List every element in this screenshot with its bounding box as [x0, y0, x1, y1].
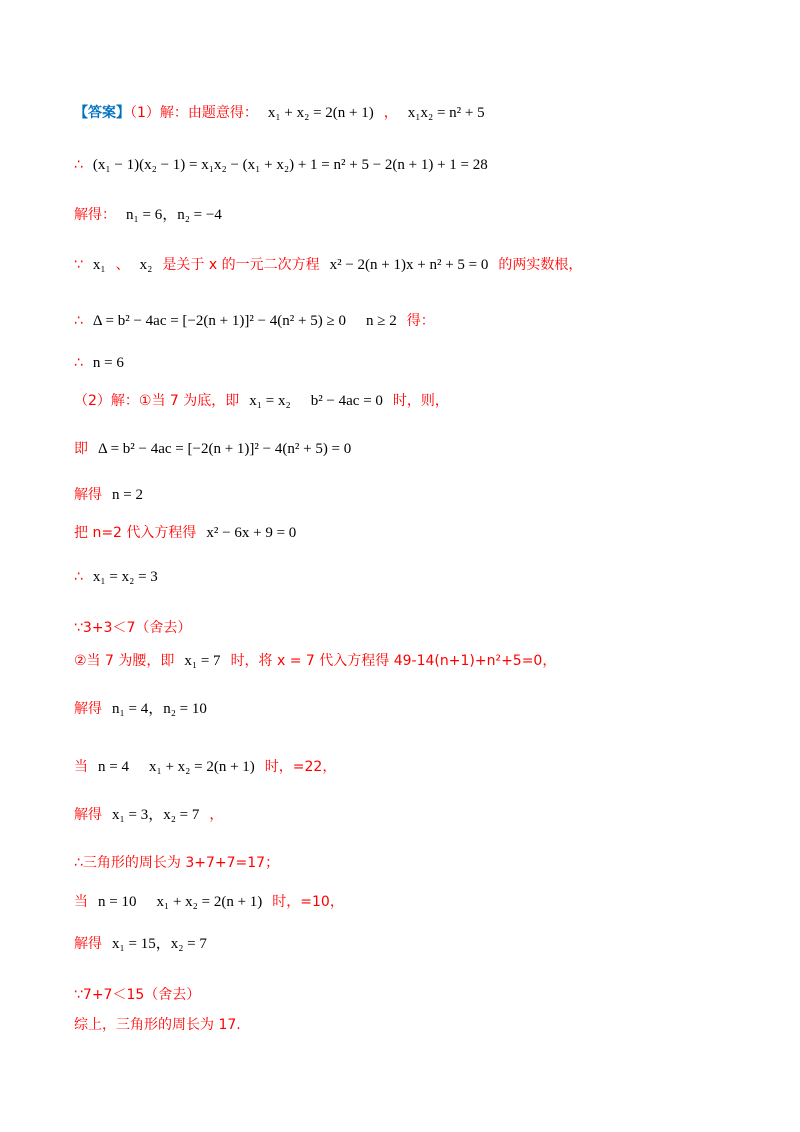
text-4: 的两实数根， [498, 257, 583, 273]
text-7: ， [434, 393, 449, 409]
text-11: ∴ [74, 569, 83, 585]
line-4 [74, 256, 582, 275]
math-expression-15: x₁ + x₂ = 2(n + 1) [148, 759, 255, 775]
math-expression-4: x₂ [139, 257, 153, 273]
math-expression-3: n₁ = 6，n₂ = −4 [126, 207, 222, 223]
math-expression-10: x² − 6x + 9 = 0 [206, 525, 297, 541]
math-expression-4: x₁ [92, 257, 106, 273]
text-15: 时， [264, 759, 293, 775]
math-expression-9: n = 2 [112, 487, 143, 503]
line-21 [74, 1016, 241, 1035]
line-1 [74, 104, 495, 123]
math-expression-6: n = 6 [92, 355, 124, 371]
math-expression-15: n = 4 [98, 759, 129, 775]
math-expression-18: n = 10 [98, 894, 137, 910]
text-1: ， [383, 105, 398, 121]
math-expression-18: x₁ + x₂ = 2(n + 1) [156, 894, 263, 910]
text-12: ∵3+3＜7（舍去） [74, 620, 192, 636]
text-15: =22， [292, 759, 337, 775]
line-12 [74, 619, 191, 638]
text-5: ∴ [74, 313, 83, 329]
line-14 [74, 700, 217, 719]
text-19: 解得 [74, 936, 102, 952]
text-13: ②当 7 为腰，即 [74, 653, 175, 669]
text-2: ∴ [74, 157, 83, 173]
text-14: 解得 [74, 701, 102, 717]
math-expression-14: n₁ = 4，n₂ = 10 [112, 701, 207, 717]
math-expression-13: x₁ = 7 [184, 653, 221, 669]
line-19 [74, 935, 217, 954]
text-17: ∴三角形的周长为 3+7+7=17； [74, 855, 280, 871]
text-6: ∴ [74, 355, 83, 371]
line-2 [74, 156, 498, 175]
text-16: 解得 [74, 807, 102, 823]
line-7 [74, 392, 449, 411]
text-9: 解得 [74, 487, 102, 503]
math-expression-7: x₁ = x₂ [249, 393, 291, 409]
answer-tag-1: 【答案】 [74, 105, 130, 121]
math-expression-19: x₁ = 15，x₂ = 7 [112, 936, 207, 952]
line-3 [74, 206, 232, 225]
text-8: 即 [74, 441, 88, 457]
line-15 [74, 758, 336, 777]
line-18 [74, 893, 344, 912]
line-17 [74, 854, 279, 873]
text-7: 时，则 [392, 393, 435, 409]
line-6 [74, 354, 134, 373]
text-1: （1）解：由题意得： [130, 105, 258, 121]
text-18: =10， [300, 894, 344, 910]
math-expression-5: n ≥ 2 [365, 313, 397, 329]
line-20 [74, 986, 200, 1005]
text-10: 把 n=2 代入方程得 [74, 525, 197, 541]
text-5: 得： [406, 313, 435, 329]
text-18: 当 [74, 894, 88, 910]
math-expression-5: Δ = b² − 4ac = [−2(n + 1)]² − 4(n² + 5) ≥ 0 [92, 313, 346, 329]
math-expression-1: x₁x₂ = n² + 5 [407, 105, 485, 121]
text-3: 解得： [74, 207, 116, 223]
line-9 [74, 486, 153, 505]
text-4: 、 [115, 257, 130, 273]
math-expression-11: x₁ = x₂ = 3 [92, 569, 158, 585]
math-expression-1: x₁ + x₂ = 2(n + 1) [267, 105, 374, 121]
text-4: ∵ [74, 257, 83, 273]
text-15: 当 [74, 759, 88, 775]
text-13: 时，将 x = 7 代入方程得 49-14(n+1)+n²+5=0， [230, 653, 557, 669]
math-expression-4: x² − 2(n + 1)x + n² + 5 = 0 [329, 257, 489, 273]
line-13 [74, 652, 556, 671]
text-20: ∵7+7＜15（舍去） [74, 987, 201, 1003]
line-10 [74, 524, 306, 543]
text-21: 综上，三角形的周长为 17. [74, 1017, 241, 1033]
line-8 [74, 440, 361, 459]
math-expression-2: (x₁ − 1)(x₂ − 1) = x₁x₂ − (x₁ + x₂) + 1 = n² + 5 − 2(n + 1) + 1 = 28 [92, 157, 488, 173]
text-4: 是关于 x 的一元二次方程 [162, 257, 320, 273]
text-18: 时， [272, 894, 301, 910]
line-11 [74, 568, 168, 587]
line-16 [74, 806, 223, 825]
text-7: （2）解：①当 7 为底，即 [74, 393, 240, 409]
text-16: ， [209, 807, 224, 823]
math-expression-7: b² − 4ac = 0 [310, 393, 383, 409]
line-5 [74, 312, 435, 331]
math-expression-16: x₁ = 3，x₂ = 7 [112, 807, 200, 823]
math-expression-8: Δ = b² − 4ac = [−2(n + 1)]² − 4(n² + 5) = 0 [98, 441, 352, 457]
